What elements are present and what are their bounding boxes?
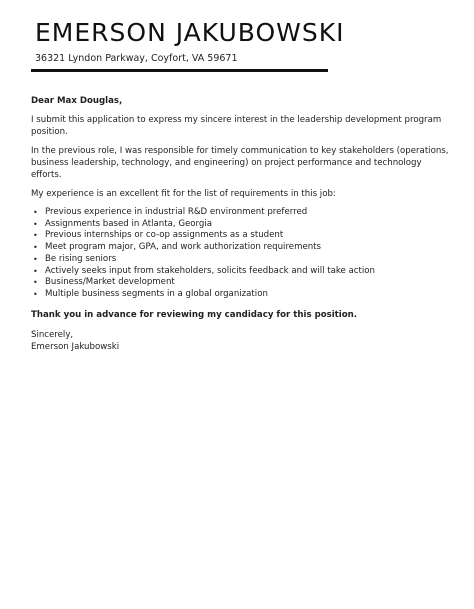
list-item — [33, 242, 451, 254]
paragraph-fit: My experience is an excellent fit for the list of requirements in this job: — [31, 189, 336, 199]
list-item — [33, 288, 451, 301]
bullet-icon: • — [33, 266, 38, 276]
signoff: Sincerely, — [31, 329, 74, 340]
closing-line: Thank you in advance for reviewing my candidacy for this position. — [31, 309, 358, 320]
paragraph-experience: In the previous role, I was responsible for timely communication to key stakeholders (operations, business leadership, technology, and engineering) on project performance and technology efforts. — [31, 146, 449, 180]
requirement-text: Multiple business segments in a global organization — [45, 288, 268, 299]
requirement-text: Meet program major, GPA, and work authorization requirements — [45, 242, 322, 253]
list-item — [33, 207, 451, 219]
letter-header — [35, 18, 345, 65]
list-item — [33, 230, 451, 242]
paragraph-intro: I submit this application to express my sincere interest in the leadership development program position. — [31, 115, 442, 137]
requirement-text: Previous experience in industrial R&D environment preferred — [45, 207, 308, 217]
signature-name: Emerson Jakubowski — [31, 341, 120, 352]
letter-body — [31, 95, 451, 353]
requirement-text: Be rising seniors — [45, 253, 117, 264]
requirement-text: Previous internships or co-op assignments as a student — [45, 230, 284, 241]
requirement-text: Assignments based in Atlanta, Georgia — [45, 218, 213, 229]
list-item — [33, 253, 451, 266]
salutation: Dear Max Douglas, — [31, 96, 123, 106]
header-divider — [31, 69, 328, 72]
list-item — [33, 277, 451, 289]
requirements-list — [31, 207, 451, 301]
bullet-icon: • — [33, 243, 38, 253]
bullet-icon: • — [33, 289, 38, 299]
bullet-icon: • — [33, 278, 38, 288]
sender-name: EMERSON JAKUBOWSKI — [35, 18, 345, 47]
bullet-icon: • — [33, 208, 38, 217]
list-item — [33, 218, 451, 231]
requirement-text: Business/Market development — [45, 277, 175, 288]
bullet-icon: • — [33, 231, 38, 241]
bullet-icon: • — [33, 254, 38, 264]
requirement-text: Actively seeks input from stakeholders, solicits feedback and will take action — [45, 265, 375, 276]
list-item — [33, 265, 451, 278]
sender-address: 36321 Lyndon Parkway, Coyfort, VA 59671 — [35, 53, 238, 64]
bullet-icon: • — [33, 219, 38, 229]
